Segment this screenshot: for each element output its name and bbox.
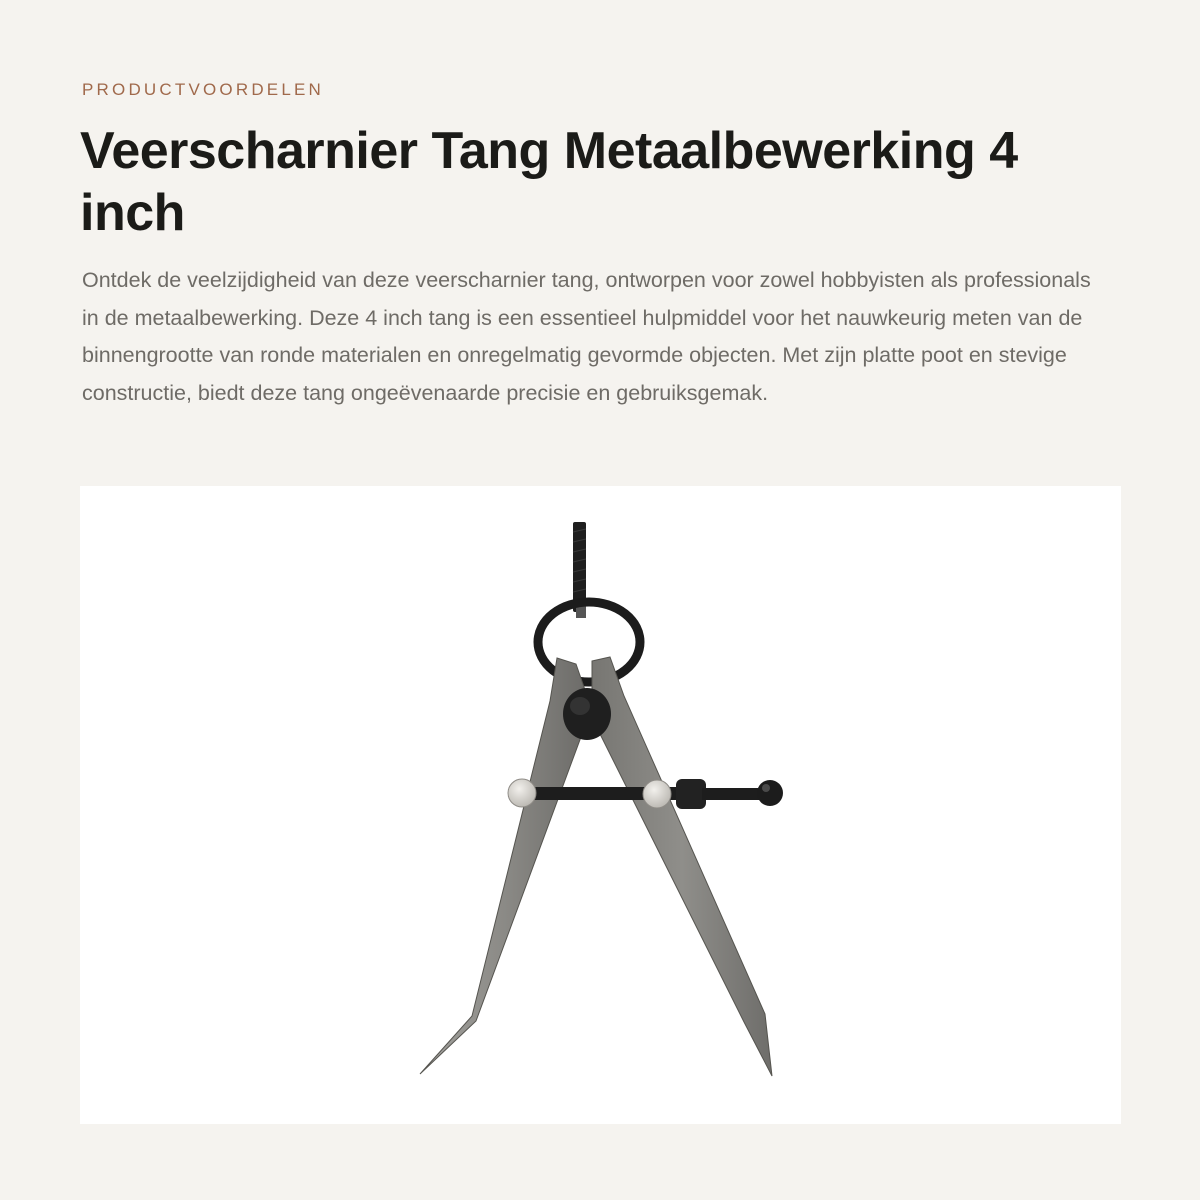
- product-image-panel: [80, 486, 1121, 1124]
- end-knob: [757, 780, 783, 806]
- left-nut: [508, 779, 536, 807]
- right-nut: [643, 780, 671, 808]
- product-title: Veerscharnier Tang Metaalbewerking 4 inch: [80, 122, 1018, 242]
- left-leg: [420, 658, 588, 1074]
- product-description: Ontdek de veelzijdigheid van deze veerscharnier tang, ontworpen voor zowel hobbyisten als professionals in de metaalbewerking. Deze 4 inch tang is een essentieel hulpmiddel voor het nauwkeurig meten van de binnengrootte van ronde materialen en onregelmatig gevormde objecten. Met zijn platte poot en stevige constructie, biedt deze tang ongeëvenaarde precisie en gebruiksgemak.: [82, 268, 1091, 405]
- right-leg: [592, 657, 772, 1076]
- section-eyebrow: PRODUCTVOORDELEN: [82, 80, 325, 99]
- adjusting-nut: [676, 779, 706, 809]
- pivot-disk: [563, 688, 611, 740]
- spring-caliper-icon: [80, 486, 1121, 1124]
- spring-ring: [538, 602, 640, 682]
